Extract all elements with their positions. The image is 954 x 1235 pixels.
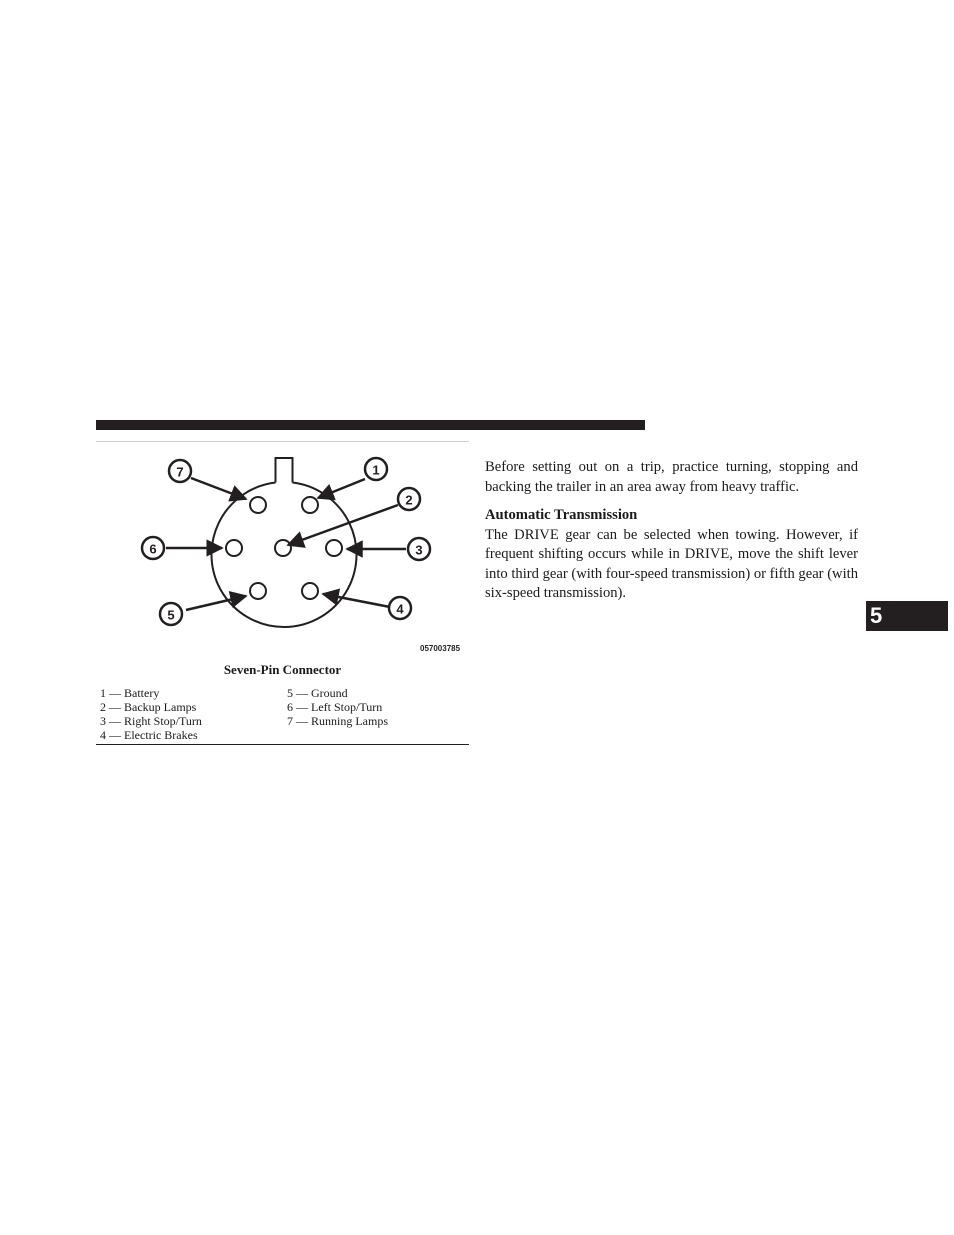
- callout-2-label: 2: [405, 492, 413, 508]
- leader-4: [323, 594, 390, 607]
- legend-item: 1 — Battery: [100, 686, 160, 700]
- seven-pin-connector-diagram: [96, 442, 469, 657]
- pin-3: [326, 540, 342, 556]
- legend-item: 5 — Ground: [287, 686, 348, 700]
- pin-6: [226, 540, 242, 556]
- legend-item: 6 — Left Stop/Turn: [287, 700, 383, 714]
- leader-7: [191, 478, 246, 499]
- callout-6-label: 6: [149, 541, 157, 557]
- trip-practice-paragraph: Before setting out on a trip, practice turning, stopping and backing the trailer in an area away from heavy traffic.: [485, 459, 858, 495]
- legend-item: 7 — Running Lamps: [287, 714, 388, 728]
- figure-bottom-border: [96, 744, 469, 745]
- leader-1: [318, 479, 365, 498]
- image-code: 057003785: [420, 644, 461, 653]
- callout-4-label: 4: [396, 601, 404, 617]
- callout-5-label: 5: [167, 607, 175, 623]
- figure-caption: Seven-Pin Connector: [223, 662, 342, 677]
- pin-5: [250, 583, 266, 599]
- body-text-column: [485, 458, 858, 604]
- chapter-number: 5: [870, 603, 883, 628]
- legend-column-left: [100, 686, 202, 742]
- automatic-transmission-heading: Automatic Transmission: [485, 507, 638, 523]
- drive-gear-paragraph: The DRIVE gear can be selected when towing. However, if frequent shifting occurs while in DRIVE, move the shift lever into third gear (with four-speed transmission) or fifth gear (with six-speed transmission).: [485, 526, 858, 601]
- pin-2: [275, 540, 291, 556]
- chapter-tab: [866, 601, 948, 631]
- pin-1: [302, 497, 318, 513]
- legend-column-right: [287, 686, 388, 728]
- legend-item: 3 — Right Stop/Turn: [100, 714, 202, 728]
- pin-7: [250, 497, 266, 513]
- legend-item: 2 — Backup Lamps: [100, 700, 197, 714]
- leader-5: [186, 596, 246, 610]
- callout-1-label: 1: [372, 462, 380, 478]
- legend-item: 4 — Electric Brakes: [100, 728, 198, 742]
- callout-3-label: 3: [415, 542, 423, 558]
- pin-4: [302, 583, 318, 599]
- callout-7-label: 7: [176, 464, 184, 480]
- top-rule: [96, 420, 645, 430]
